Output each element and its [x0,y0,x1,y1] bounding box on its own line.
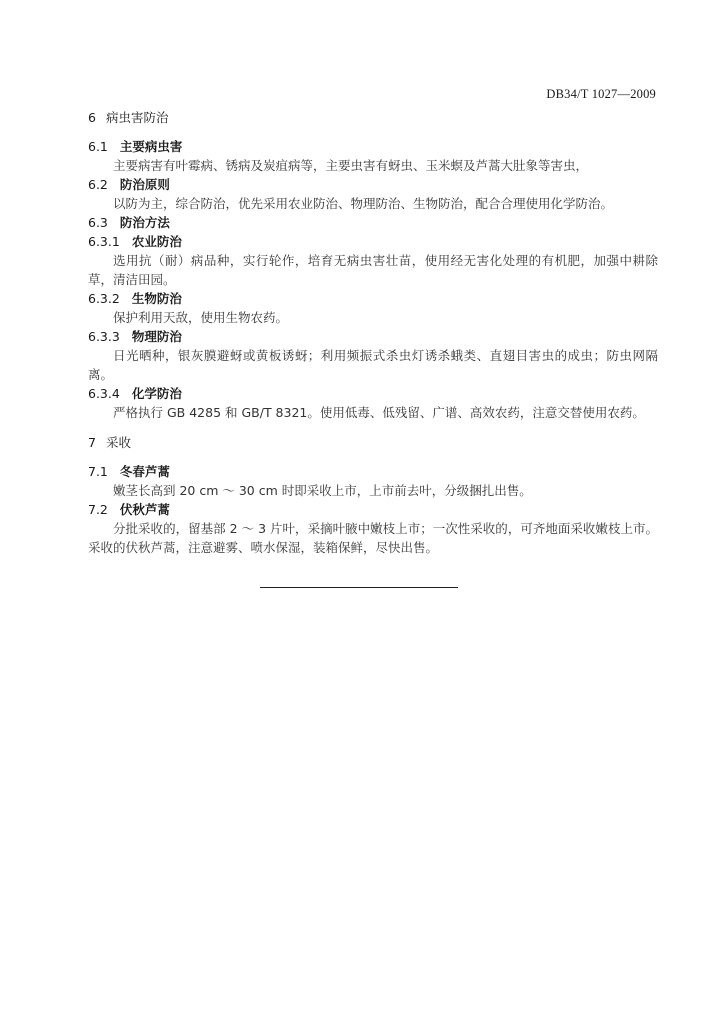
section-title: 农业防治 [131,234,182,249]
document-code: DB34/T 1027—2009 [546,87,656,101]
section-6-heading [88,109,658,127]
section-number: 6.1 [88,139,108,154]
section-title: 主要病虫害 [119,139,183,154]
section-number: 6.3.2 [88,291,120,306]
section-number: 6.3.3 [88,329,120,344]
section-7-2-text: 分批采收的，留基部 2 ～ 3 片叶，采摘叶腋中嫩枝上市；一次性采收的，可齐地面采收嫩枝上市。采收的伏秋芦蒿，注意避雾、喷水保湿，装箱保鲜，尽快出售。 [88,521,658,555]
section-6-3-1-heading [88,232,658,251]
section-title: 伏秋芦蒿 [119,502,170,517]
section-6-2-text: 以防为主，综合防治，优先采用农业防治、物理防治、生物防治，配合合理使用化学防治。 [113,196,614,211]
section-6-3-4-text: 严格执行 GB 4285 和 GB/T 8321。使用低毒、低残留、广谱、高效农药，注意交替使用农药。 [113,405,645,420]
section-6-1-heading [88,137,658,156]
section-6-3-2-heading [88,289,658,308]
section-title: 防治原则 [119,177,170,192]
section-number: 6.3.1 [88,234,120,249]
section-title: 采收 [106,435,132,450]
section-7-1-text: 嫩茎长高到 20 cm ～ 30 cm 时即采收上市，上市前去叶，分级捆扎出售。 [113,483,532,498]
section-number: 6.3.4 [88,386,120,401]
section-number: 6.3 [88,215,108,230]
section-title: 生物防治 [131,291,182,306]
section-title: 冬春芦蒿 [119,464,170,479]
section-title: 防治方法 [119,215,170,230]
section-6-2-heading [88,175,658,194]
section-number: 7.2 [88,502,108,517]
section-number: 7 [88,435,96,450]
section-7-heading [88,434,658,452]
section-title: 病虫害防治 [106,110,169,125]
section-6-3-3-text: 日光晒种，银灰膜避蚜或黄板诱蚜；利用频振式杀虫灯诱杀蛾类、直翅目害虫的成虫；防虫网隔离。 [88,348,658,382]
section-6-3-4-heading [88,384,658,403]
section-number: 6.2 [88,177,108,192]
section-7-1-heading [88,462,658,481]
section-6-3-heading [88,213,658,232]
section-6-1-text: 主要病害有叶霉病、锈病及炭疽病等，主要虫害有蚜虫、玉米螟及芦蒿大肚象等害虫， [113,158,589,173]
document-body [88,109,658,557]
section-6-3-1-text: 选用抗（耐）病品种，实行轮作，培育无病虫害壮苗，使用经无害化处理的有机肥，加强中耕除草，清洁田园。 [88,253,658,287]
section-number: 7.1 [88,464,108,479]
section-6-3-2-text: 保护利用天敌，使用生物农药。 [113,310,289,325]
section-7-2-heading [88,500,658,519]
section-title: 物理防治 [131,329,182,344]
section-number: 6 [88,110,96,125]
section-title: 化学防治 [131,386,182,401]
end-of-document-rule [260,587,458,588]
section-6-3-3-heading [88,327,658,346]
